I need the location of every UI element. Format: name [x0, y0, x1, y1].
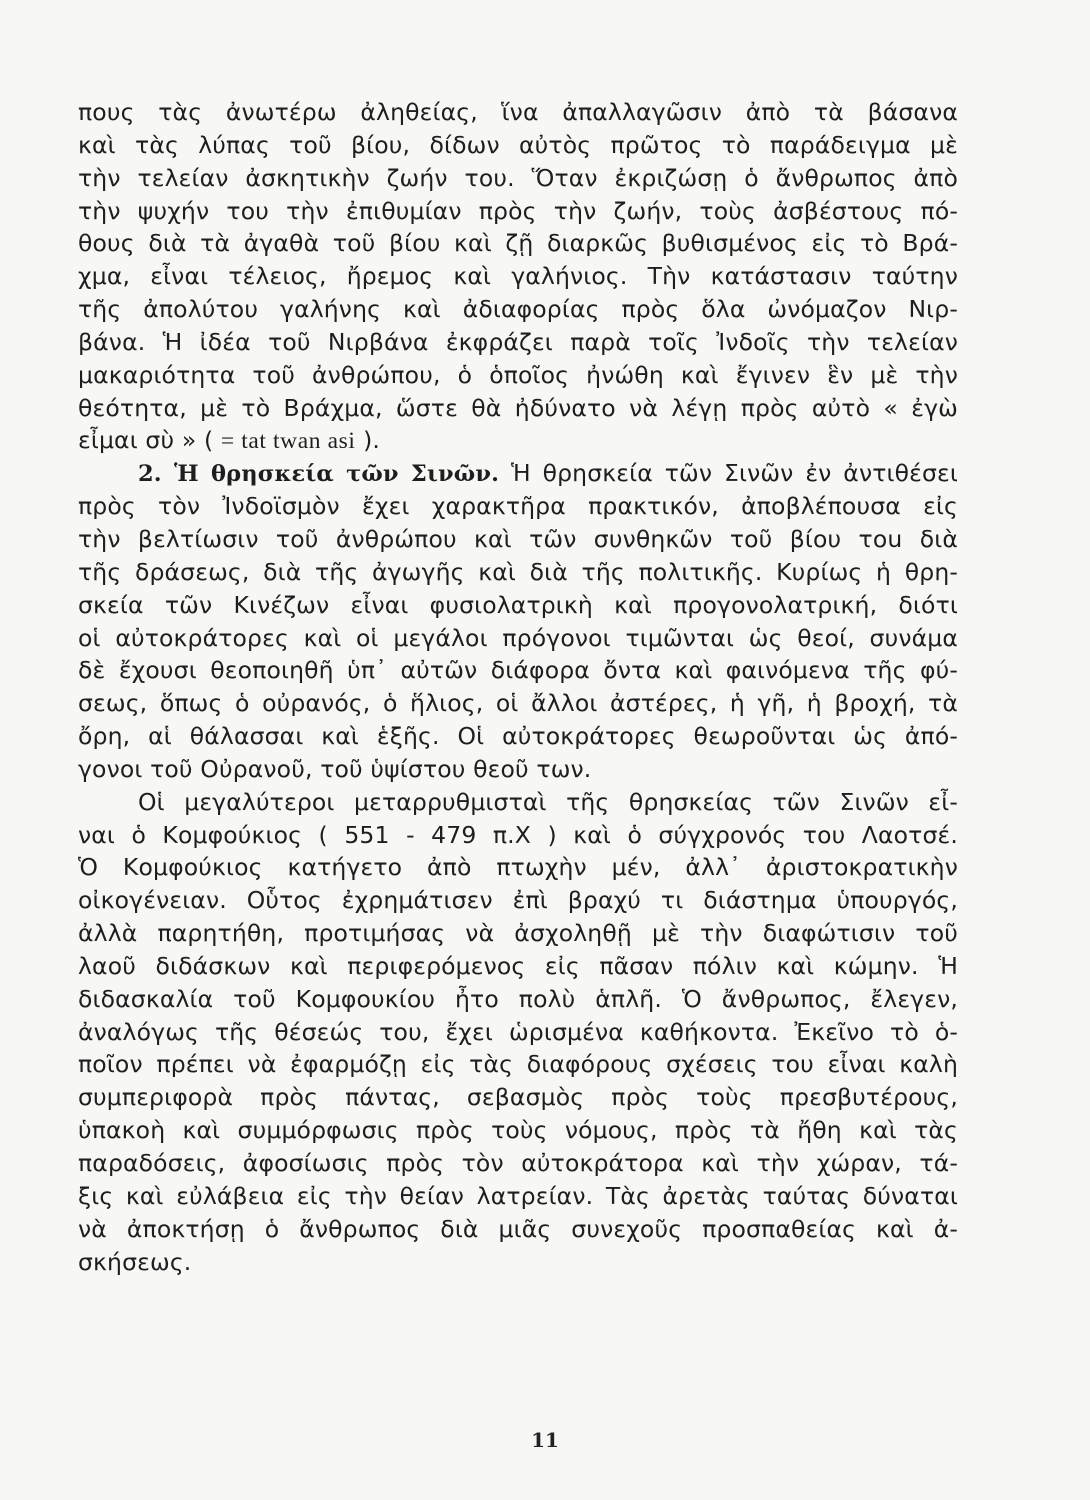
text-line: θους διὰ τὰ ἀγαθὰ τοῦ βίου καὶ ζῇ διαρκῶς βυθισμένος εἰς τὸ Βρά- — [78, 229, 958, 258]
text-line: Οἱ μεγαλύτεροι μεταρρυθμισταὶ τῆς θρησκείας τῶν Σινῶν εἶ- — [138, 787, 958, 816]
text-line: τὴν βελτίωσιν τοῦ ἀνθρώπου καὶ τῶν συνθηκῶν τοῦ βίου τοu διὰ — [78, 524, 958, 553]
text-line: διδασκαλία τοῦ Κομφουκίου ἦτο πολὺ ἁπλῆ. Ὁ ἄνθρωπος, ἔλεγεν, — [78, 984, 958, 1013]
text-line: θεότητα, μὲ τὸ Βράχμα, ὥστε θὰ ἠδύνατο νὰ λέγῃ πρὸς αὐτὸ « ἐγὼ — [78, 393, 958, 422]
text-line: παραδόσεις, ἀφοσίωσις πρὸς τὸν αὐτοκράτορα καὶ τὴν χώραν, τά- — [78, 1149, 958, 1177]
text-line: Ὁ Κομφούκιος κατήγετο ἀπὸ πτωχὴν μέν, ἀλλ᾿ ἀριστοκρατικὴν — [78, 853, 958, 882]
text-line: ἀλλὰ παρητήθη, προτιμήσας νὰ ἀσχοληθῇ μὲ τὴν διαφώτισιν τοῦ — [78, 919, 958, 948]
text-line: ξις καὶ εὐλάβεια εἰς τὴν θείαν λατρείαν. Τὰς ἀρετὰς ταύτας δύναται — [78, 1181, 958, 1210]
text-line: βάνα. Ἡ ἰδέα τοῦ Νιρβάνα ἐκφράζει παρὰ τοῖς Ἰνδοῖς τὴν τελείαν — [78, 327, 958, 356]
text-line: συμπεριφορὰ πρὸς πάντας, σεβασμὸς πρὸς τοὺς πρεσβυτέρους, — [78, 1083, 958, 1112]
section-heading-line — [78, 457, 958, 490]
text-line: τῆς ἀπολύτου γαλήνης καὶ ἀδιαφορίας πρὸς ὅλα ὠνόμαζον Νιρ- — [78, 295, 958, 324]
text-line: σεως, ὅπως ὁ οὐρανός, ὁ ἥλιος, οἱ ἄλλοι ἀστέρες, ἡ γῆ, ἡ βροχή, τὰ — [78, 689, 958, 718]
text-line: χμα, εἶναι τέλειος, ἤρεμος καὶ γαλήνιος. Τὴν κατάστασιν ταύτην — [78, 262, 958, 291]
text-line: ναι ὁ Κομφούκιος ( 551 - 479 π.Χ ) καὶ ὁ σύγχρονός του Λαοτσέ. — [78, 820, 958, 849]
text-line: ἀναλόγως τῆς θέσεώς του, ἔχει ὡρισμένα καθήκοντα. Ἐκεῖνο τὸ ὁ- — [78, 1017, 958, 1046]
text-line: σκήσεως. — [78, 1247, 192, 1276]
text-line: λαοῦ διδάσκων καὶ περιφερόμενος εἰς πᾶσαν πόλιν καὶ κώμην. Ἡ — [78, 951, 958, 980]
text-line: δὲ ἔχουσι θεοποιηθῆ ὑπ᾿ αὐτῶν διάφορα ὄντα καὶ φαινόμενα τῆς φύ- — [78, 656, 958, 685]
text-line: τὴν τελείαν ἀσκητικὴν ζωήν του. Ὅταν ἐκριζώσῃ ὁ ἄνθρωπος ἀπὸ — [78, 163, 958, 192]
heading-continuation: Ἡ θρησκεία τῶν Σινῶν ἐν ἀντιθέσει — [510, 459, 958, 488]
eimai-prefix: εἶμαι σὺ » ( — [78, 426, 214, 455]
text-line: τὴν ψυχήν του τὴν ἐπιθυμίαν πρὸς τὴν ζωήν, τοὺς ἀσβέστους πό- — [78, 196, 958, 225]
text-line: πους τὰς ἀνωτέρω ἀληθείας, ἵνα ἀπαλλαγῶσιν ἀπὸ τὰ βάσανα — [78, 98, 958, 126]
eimai-suffix: ). — [363, 426, 381, 455]
text-line-eimai — [78, 424, 958, 457]
text-line: τῆς δράσεως, διὰ τῆς ἀγωγῆς καὶ διὰ τῆς πολιτικῆς. Κυρίως ἡ θρη- — [78, 557, 958, 586]
text-line: νὰ ἀποκτήσῃ ὁ ἄνθρωπος διὰ μιᾶς συνεχοῦς προσπαθείας καὶ ἀ- — [78, 1214, 958, 1243]
text-line: οἱ αὐτοκράτορες καὶ οἱ μεγάλοι πρόγονοι τιμῶνται ὡς θεοί, συνάμα — [78, 623, 958, 652]
text-line: σκεία τῶν Κινέζων εἶναι φυσιολατρικὴ καὶ προγονολατρική, διότι — [78, 590, 958, 619]
page-number: 11 — [531, 1428, 559, 1452]
text-line: ὑπακοὴ καὶ συμμόρφωσις πρὸς τοὺς νόμους, πρὸς τὰ ἤθη καὶ τὰς — [78, 1116, 958, 1145]
text-line: ποῖον πρέπει νὰ ἐφαρμόζῃ εἰς τὰς διαφόρους σχέσεις του εἶναι καλὴ — [78, 1050, 958, 1079]
text-line: μακαριότητα τοῦ ἀνθρώπου, ὁ ὁποῖος ἠνώθη καὶ ἔγινεν ἓν μὲ τὴν — [78, 360, 958, 389]
text-line: πρὸς τὸν Ἰνδοϊσμὸν ἔχει χαρακτῆρα πρακτικόν, ἀποβλέπουσα εἰς — [78, 492, 958, 521]
sanskrit-phrase: = tat twan asi — [220, 428, 356, 455]
text-line: γονοι τοῦ Οὐρανοῦ, τοῦ ὑψίστου θεοῦ των. — [78, 754, 592, 783]
text-line: καὶ τὰς λύπας τοῦ βίου, δίδων αὐτὸς πρῶτος τὸ παράδειγμα μὲ — [78, 130, 958, 159]
body-text — [78, 96, 958, 1278]
text-line: ὄρη, αἱ θάλασσαι καὶ ἑξῆς. Οἱ αὐτοκράτορες θεωροῦνται ὡς ἀπό- — [78, 722, 958, 751]
section-heading: 2. Ἡ θρησκεία τῶν Σινῶν. — [138, 461, 500, 488]
text-line: οἰκογένειαν. Οὗτος ἐχρημάτισεν ἐπὶ βραχύ τι διάστημα ὑπουργός, — [78, 886, 958, 915]
